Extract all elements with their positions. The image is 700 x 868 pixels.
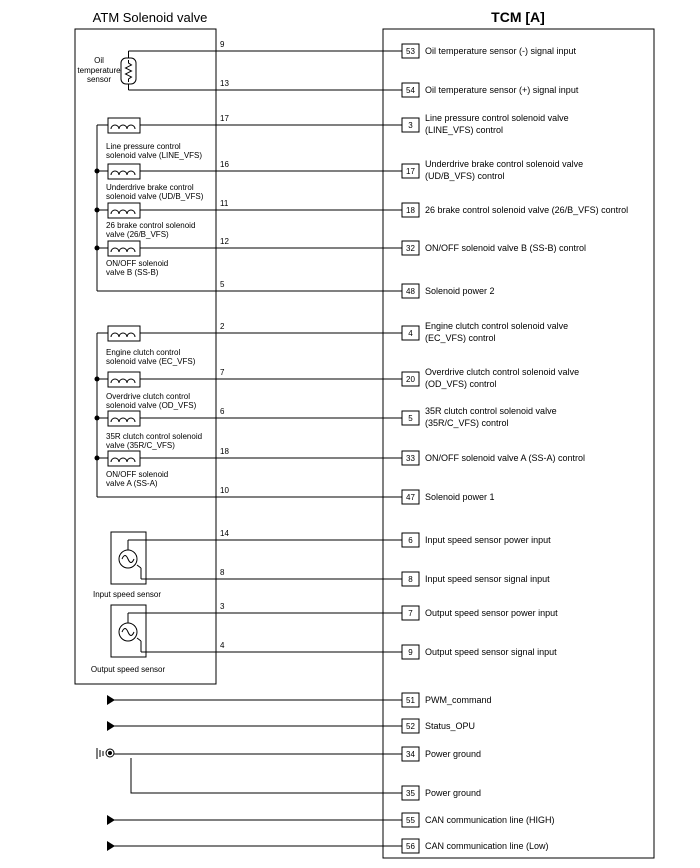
connection-6 — [216, 529, 551, 547]
wire-number: 16 — [220, 160, 229, 169]
pin-number: 9 — [408, 648, 413, 657]
connection-18 — [216, 199, 628, 217]
r35c-vfs-coil-icon — [108, 411, 216, 426]
pin-function-label: Solenoid power 1 — [425, 492, 495, 502]
connection-5 — [216, 406, 557, 428]
connection-54 — [216, 79, 579, 97]
wire-number: 14 — [220, 529, 229, 538]
external-56 — [107, 839, 549, 853]
oil-temp-sensor-label-2: temperature — [77, 66, 121, 75]
line-vfs-coil-icon — [108, 118, 216, 133]
junction-dot — [95, 208, 100, 213]
pin-number: 55 — [406, 816, 415, 825]
pin-function-label: 26 brake control solenoid valve (26/B_VFS) control — [425, 205, 629, 215]
pin-number: 4 — [408, 329, 413, 338]
pin-number: 52 — [406, 722, 415, 731]
tcm-block-title: TCM [A] — [491, 9, 545, 25]
wire-number: 4 — [220, 641, 225, 650]
pin-function-label: Power ground — [425, 749, 482, 759]
junction-dot — [95, 416, 100, 421]
ss-b-label-1: ON/OFF solenoid — [106, 259, 169, 268]
wire-number: 13 — [220, 79, 229, 88]
udb-vfs-label-1: Underdrive brake control — [106, 183, 194, 192]
pin-number: 18 — [406, 206, 415, 215]
pin-number: 3 — [408, 121, 413, 130]
ground-icon — [97, 748, 114, 759]
external-52 — [107, 719, 475, 733]
wire-number: 17 — [220, 114, 229, 123]
connection-9 — [216, 641, 557, 659]
external-connections — [107, 693, 555, 853]
pin-function-label: Underdrive brake control solenoid valve — [425, 159, 584, 169]
junction-dot — [95, 377, 100, 382]
connection-48 — [216, 280, 495, 298]
wire-number: 12 — [220, 237, 229, 246]
pin-function-label: (35R/C_VFS) control — [425, 418, 509, 428]
pin-function-label: Engine clutch control solenoid valve — [425, 321, 569, 331]
pin-function-label: Oil temperature sensor (-) signal input — [425, 46, 577, 56]
wire-number: 11 — [220, 199, 229, 208]
pin-number: 33 — [406, 454, 415, 463]
arrow-icon — [107, 695, 115, 705]
ss-b-label-2: valve B (SS-B) — [106, 268, 159, 277]
junction-dot — [95, 169, 100, 174]
line-vfs-label-2: solenoid valve (LINE_VFS) — [106, 151, 203, 160]
pin-number: 47 — [406, 493, 415, 502]
pin-function-label: Solenoid power 2 — [425, 286, 495, 296]
arrow-icon — [107, 841, 115, 851]
pin-number: 54 — [406, 86, 415, 95]
r35c-vfs-label-2: valve (35R/C_VFS) — [106, 441, 175, 450]
pin-number: 5 — [408, 414, 413, 423]
tcm-block-outline — [383, 29, 654, 858]
pin-number: 56 — [406, 842, 415, 851]
pin-number: 8 — [408, 575, 413, 584]
connection-4 — [216, 321, 568, 343]
external-55 — [107, 813, 555, 827]
connection-32 — [216, 237, 586, 255]
pin-function-label: (OD_VFS) control — [425, 379, 497, 389]
connection-17 — [216, 159, 583, 181]
pin-number: 17 — [406, 167, 415, 176]
pin-function-label: CAN communication line (Low) — [425, 841, 549, 851]
pin-function-label: CAN communication line (HIGH) — [425, 815, 555, 825]
output-speed-sensor-icon — [111, 605, 216, 657]
pin-number: 51 — [406, 696, 415, 705]
pin-function-label: Input speed sensor power input — [425, 535, 551, 545]
junction-dot — [95, 246, 100, 251]
pin-function-label: Power ground — [425, 788, 482, 798]
pin-number: 20 — [406, 375, 415, 384]
wire-number: 9 — [220, 40, 225, 49]
connection-33 — [216, 447, 585, 465]
udb-vfs-coil-icon — [108, 164, 216, 179]
line-vfs-label-1: Line pressure control — [106, 142, 181, 151]
pin-function-label: (LINE_VFS) control — [425, 125, 504, 135]
pin-number: 48 — [406, 287, 415, 296]
pin-function-label: ON/OFF solenoid valve B (SS-B) control — [425, 243, 587, 253]
connection-53 — [216, 40, 577, 58]
connection-3 — [216, 113, 569, 135]
pin-number: 34 — [406, 750, 415, 759]
pin-function-label: Line pressure control solenoid valve — [425, 113, 569, 123]
input-speed-sensor-icon — [111, 532, 216, 584]
connection-47 — [216, 486, 495, 504]
wire-number: 2 — [220, 322, 225, 331]
pin-number: 32 — [406, 244, 415, 253]
ss-a-label-1: ON/OFF solenoid — [106, 470, 169, 479]
udb-vfs-label-2: solenoid valve (UD/B_VFS) — [106, 192, 204, 201]
pin-function-label: ON/OFF solenoid valve A (SS-A) control — [425, 453, 586, 463]
b26-vfs-label-2: valve (26/B_VFS) — [106, 230, 169, 239]
arrow-icon — [107, 815, 115, 825]
oil-temp-sensor-label-3: sensor — [86, 75, 112, 84]
junction-dot — [95, 456, 100, 461]
pin-number: 53 — [406, 47, 415, 56]
od-vfs-label-1: Overdrive clutch control — [106, 392, 191, 401]
b26-vfs-coil-icon — [108, 203, 216, 218]
ss-a-coil-icon — [108, 451, 216, 466]
pin-function-label: Oil temperature sensor (+) signal input — [425, 85, 579, 95]
input-speed-sensor-label: Input speed sensor — [92, 590, 162, 599]
oil-temp-sensor — [121, 51, 216, 90]
external-51 — [107, 693, 492, 707]
pin-function-label: Status_OPU — [425, 721, 476, 731]
pin-number: 7 — [408, 609, 413, 618]
wire-number: 7 — [220, 368, 225, 377]
arrow-icon — [107, 721, 115, 731]
wire-number: 3 — [220, 602, 225, 611]
pin-number: 35 — [406, 789, 415, 798]
wire-number: 5 — [220, 280, 225, 289]
oil-temp-sensor-label-1: Oil — [94, 56, 104, 65]
external-34 — [114, 747, 481, 761]
wire-group — [216, 40, 628, 659]
pin-function-label: Output speed sensor signal input — [425, 647, 557, 657]
pin-function-label: Input speed sensor signal input — [425, 574, 550, 584]
ec-vfs-coil-icon — [108, 326, 216, 341]
pin-function-label: (EC_VFS) control — [425, 333, 496, 343]
pin-function-label: 35R clutch control solenoid valve — [425, 406, 557, 416]
pin-function-label: PWM_command — [425, 695, 492, 705]
od-vfs-label-2: solenoid valve (OD_VFS) — [106, 401, 197, 410]
pin-function-label: Overdrive clutch control solenoid valve — [425, 367, 580, 377]
pin-function-label: Output speed sensor power input — [425, 608, 558, 618]
ss-b-coil-icon — [108, 241, 216, 256]
pin-number: 6 — [408, 536, 413, 545]
wire-number: 10 — [220, 486, 229, 495]
connection-7 — [216, 602, 558, 620]
ec-vfs-label-1: Engine clutch control — [106, 348, 181, 357]
wire-number: 6 — [220, 407, 225, 416]
pin-function-label: (UD/B_VFS) control — [425, 171, 505, 181]
atm-block-title: ATM Solenoid valve — [92, 10, 208, 25]
ss-a-label-2: valve A (SS-A) — [106, 479, 158, 488]
connection-20 — [216, 367, 579, 389]
ec-vfs-label-2: solenoid valve (EC_VFS) — [106, 357, 196, 366]
r35c-vfs-label-1: 35R clutch control solenoid — [106, 432, 203, 441]
external-35 — [131, 758, 481, 800]
output-speed-sensor-label: Output speed sensor — [90, 665, 166, 674]
wire-number: 8 — [220, 568, 225, 577]
od-vfs-coil-icon — [108, 372, 216, 387]
b26-vfs-label-1: 26 brake control solenoid — [106, 221, 196, 230]
wire-line — [131, 758, 402, 793]
wire-number: 18 — [220, 447, 229, 456]
